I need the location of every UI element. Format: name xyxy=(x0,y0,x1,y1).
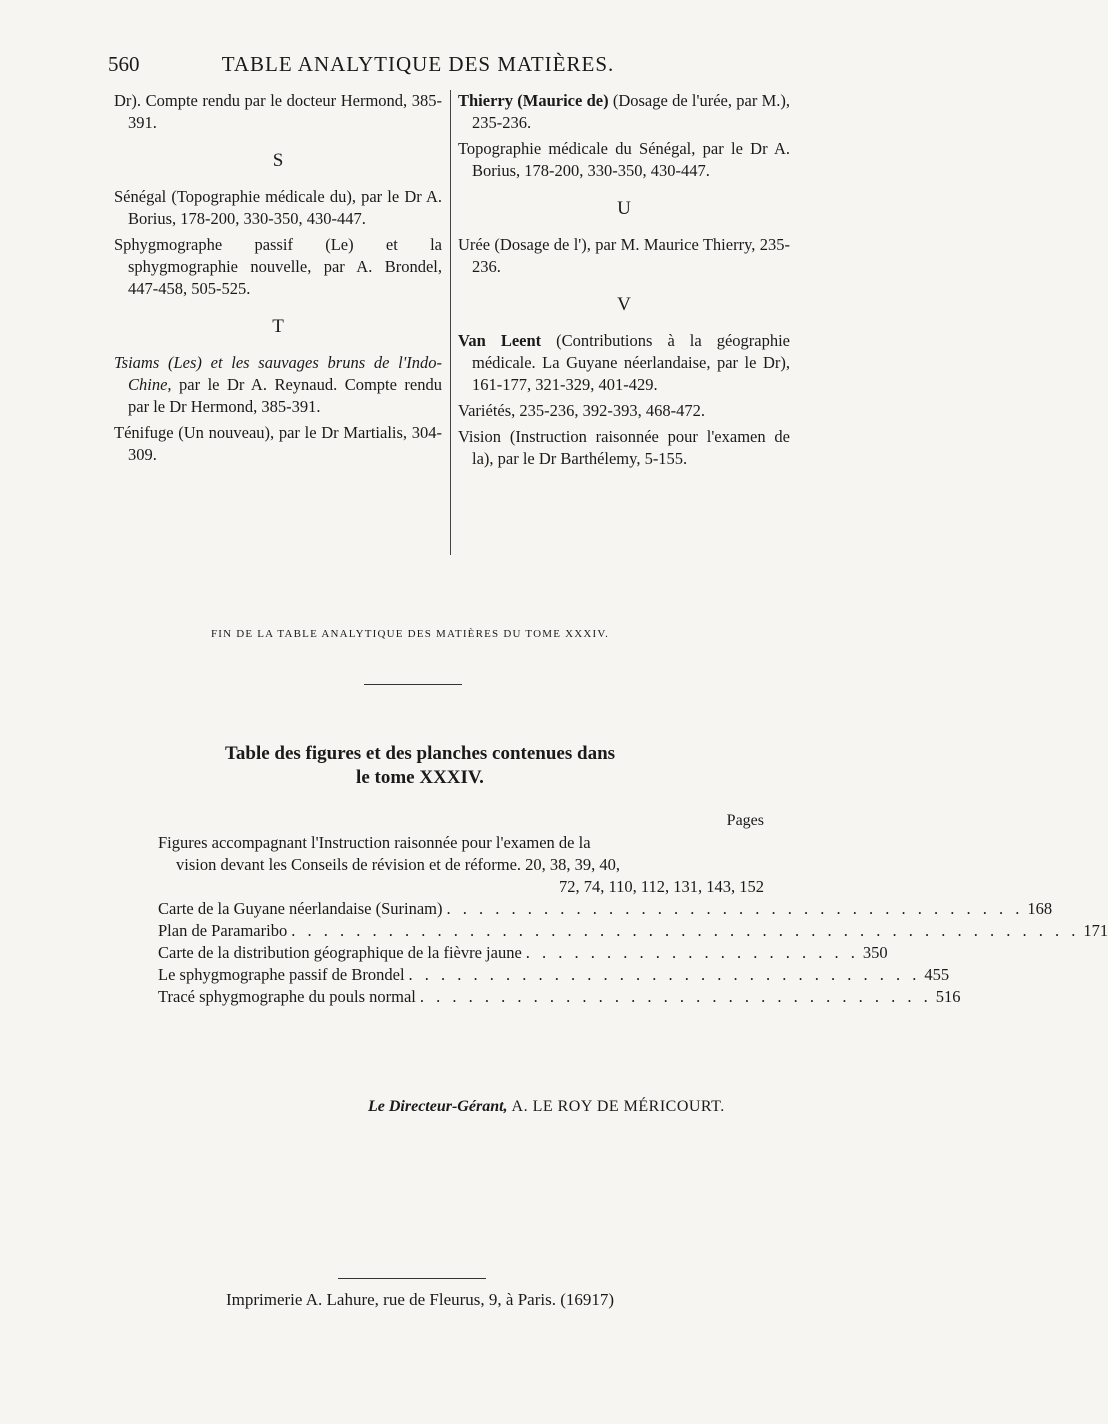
entry-body: par le Dr A. Reynaud. Compte rendu par le Dr Hermond, 385-391. xyxy=(128,375,442,416)
entry-head: Thierry (Maurice de) xyxy=(458,91,609,110)
index-entry: Topographie médicale du Sénégal, par le Dr A. Borius, 178-200, 330-350, 430-447. xyxy=(458,139,790,180)
leader-dots: . . . . . . . . . . . . . . . . . . . . . . . . . . . . . . . . xyxy=(419,987,932,1006)
figure-label: Le sphygmographe passif de Brondel xyxy=(158,965,405,984)
title-line-1: Table des figures et des planches contenues dans xyxy=(224,743,616,764)
index-entry xyxy=(114,352,442,418)
intro-line-2: vision devant les Conseils de révision et de réforme. 20, 38, 39, 40, xyxy=(176,855,621,874)
figure-page: 516 xyxy=(935,987,961,1006)
section-letter-v: V xyxy=(617,294,631,315)
intro-line-1: Figures accompagnant l'Instruction raisonnée pour l'examen de la xyxy=(158,833,591,852)
figure-label: Plan de Paramaribo xyxy=(158,921,288,940)
index-entry xyxy=(458,90,790,134)
index-entry: Urée (Dosage de l'), par M. Maurice Thierry, 235-236. xyxy=(458,235,790,276)
figure-page: 455 xyxy=(924,965,950,984)
figures-intro xyxy=(158,832,764,898)
figure-label: Tracé sphygmographe du pouls normal xyxy=(158,987,416,1006)
printer-imprint: Imprimerie A. Lahure, rue de Fleurus, 9, à Paris. (16917) xyxy=(225,1290,615,1309)
index-entry: Sénégal (Topographie médicale du), par le Dr A. Borius, 178-200, 330-350, 430-447. xyxy=(114,187,442,228)
left-column xyxy=(114,90,442,470)
figure-row xyxy=(158,986,961,1008)
index-entry: Dr). Compte rendu par le docteur Hermond, 385-391. xyxy=(114,91,442,132)
title-line-2: le tome XXXIV. xyxy=(356,767,484,788)
separator-rule xyxy=(364,684,462,685)
leader-dots: . . . . . . . . . . . . . . . . . . . . . xyxy=(525,943,859,962)
figure-page: 171 xyxy=(1083,921,1108,940)
figure-row xyxy=(158,942,888,964)
entry-body: (Contributions à la géographie médicale. La Guyane néerlandaise, par le Dr), 161-177, 321-329, 401-429. xyxy=(472,331,790,394)
figures-list xyxy=(158,832,1108,1008)
page-header xyxy=(108,52,728,77)
entry-body: (Dosage de l'urée, par M.), 235-236. xyxy=(472,91,790,132)
pages-column-label: Pages xyxy=(726,812,764,829)
intro-line-3: 72, 74, 110, 112, 131, 143, 152 xyxy=(558,877,764,896)
figure-page: 168 xyxy=(1027,899,1053,918)
index-entry: Variétés, 235-236, 392-393, 468-472. xyxy=(458,401,706,420)
index-entry: Ténifuge (Un nouveau), par le Dr Martialis, 304-309. xyxy=(114,423,442,464)
footer-rule xyxy=(338,1278,486,1279)
section-letter-s: S xyxy=(272,150,284,171)
right-column xyxy=(458,90,790,474)
page-number: 560 xyxy=(108,52,140,76)
figure-label: Carte de la Guyane néerlandaise (Surinam) xyxy=(158,899,443,918)
index-entry xyxy=(458,330,790,396)
section-letter-u: U xyxy=(617,198,631,219)
figure-label: Carte de la distribution géographique de la fièvre jaune xyxy=(158,943,522,962)
index-entry: Vision (Instruction raisonnée pour l'examen de la), par le Dr Barthélemy, 5-155. xyxy=(458,427,790,468)
figure-page: 350 xyxy=(862,943,888,962)
signature-role: Le Directeur-Gérant, xyxy=(368,1098,508,1115)
signature xyxy=(368,1098,768,1116)
running-title: TABLE ANALYTIQUE DES MATIÈRES. xyxy=(221,52,615,76)
entry-head: Van Leent xyxy=(458,331,542,350)
leader-dots: . . . . . . . . . . . . . . . . . . . . . . . . . . . . . . . . . . . . . . . . . . . . . . . . . xyxy=(291,921,1080,940)
figure-row xyxy=(158,898,1053,920)
signature-name: A. LE ROY DE MÉRICOURT. xyxy=(511,1098,725,1115)
figure-row xyxy=(158,920,1108,942)
end-of-index-line: FIN DE LA TABLE ANALYTIQUE DES MATIÈRES DU TOME XXXIV. xyxy=(210,628,610,640)
column-divider xyxy=(450,90,451,555)
leader-dots: . . . . . . . . . . . . . . . . . . . . . . . . . . . . . . . . . . . . xyxy=(446,899,1024,918)
entry-head: Tsiams (Les) et les sauvages bruns de l'Indo-Chine, xyxy=(114,353,442,394)
leader-dots: . . . . . . . . . . . . . . . . . . . . . . . . . . . . . . . . xyxy=(408,965,921,984)
figures-table-title xyxy=(100,742,740,790)
index-entry: Sphygmographe passif (Le) et la sphygmographie nouvelle, par A. Brondel, 447-458, 505-525. xyxy=(114,235,442,298)
figure-row xyxy=(158,964,950,986)
section-letter-t: T xyxy=(272,316,284,337)
